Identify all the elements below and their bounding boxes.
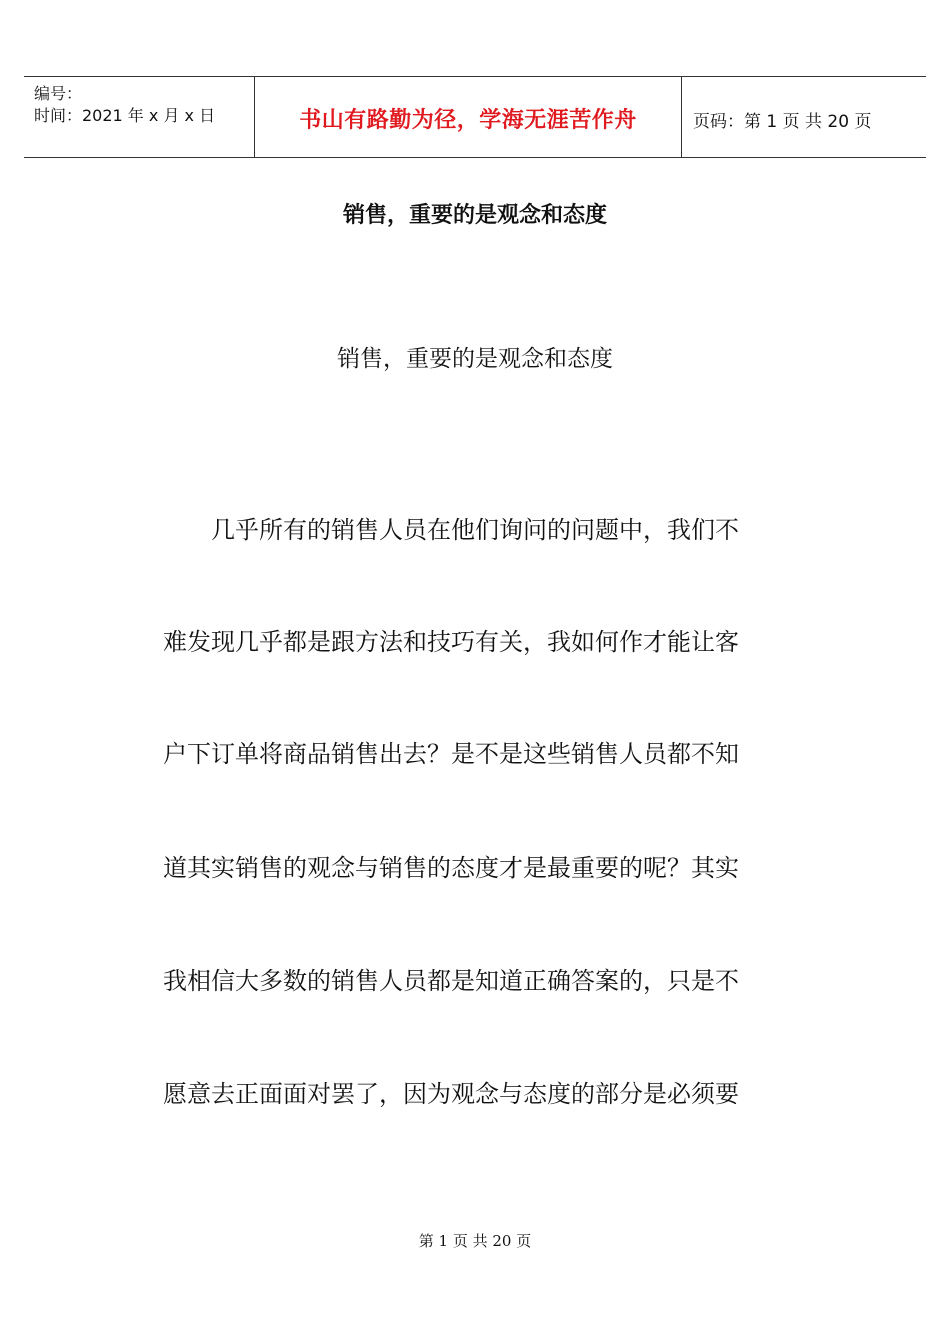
header-page-cell	[681, 77, 926, 157]
header-table	[24, 76, 926, 158]
document-time-label: 时间：2021 年 x 月 x 日	[34, 106, 216, 125]
document-title: 销售，重要的是观念和态度	[342, 203, 607, 228]
body-text-line: 道其实销售的观念与销售的态度才是最重要的呢？其实	[163, 854, 739, 882]
body-text-line: 愿意去正面面对罢了，因为观念与态度的部分是必须要	[163, 1080, 739, 1108]
header-page-code: 页码：第 1 页 共 20 页	[693, 112, 872, 132]
header-motto-cell	[254, 77, 682, 157]
page-footer: 第 1 页 共 20 页	[418, 1232, 532, 1250]
body-text-line: 难发现几乎都是跟方法和技巧有关，我如何作才能让客	[163, 628, 739, 656]
body-text-line: 户下订单将商品销售出去？是不是这些销售人员都不知	[163, 740, 739, 768]
header-motto: 书山有路勤为径，学海无涯苦作舟	[299, 108, 637, 133]
body-text-line: 我相信大多数的销售人员都是知道正确答案的，只是不	[163, 967, 739, 995]
document-number-label: 编号：	[34, 84, 83, 103]
header-meta-cell	[24, 77, 254, 157]
body-text-line: 几乎所有的销售人员在他们询问的问题中，我们不	[163, 516, 739, 544]
document-subtitle: 销售，重要的是观念和态度	[337, 346, 613, 372]
